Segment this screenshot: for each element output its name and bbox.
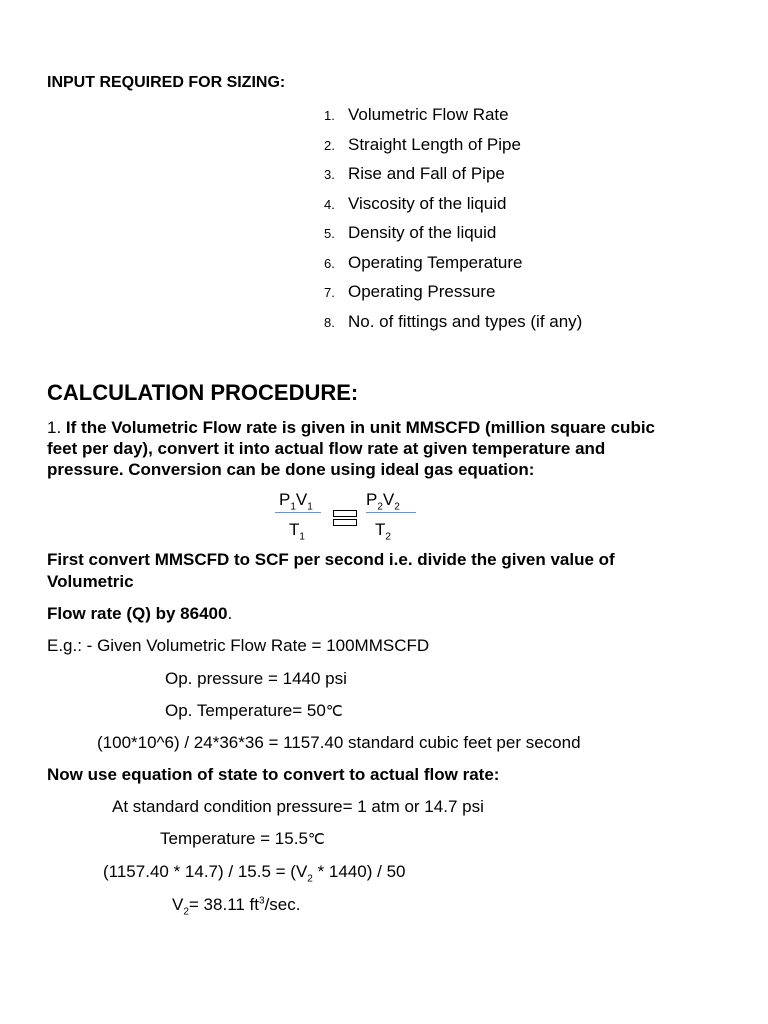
flow-rate-line [47,604,232,624]
input-heading: INPUT REQUIRED FOR SIZING: [47,74,286,91]
list-item-text: Rise and Fall of Pipe [348,164,505,183]
list-item [324,104,582,134]
step1-line2: feet per day), convert it into actual flow rate at given temperature and [47,439,606,458]
equation-left-fraction-line [275,512,321,513]
list-item-text: Density of the liquid [348,223,497,242]
list-item [324,252,582,282]
input-list [324,104,582,340]
first-convert-line1: First convert MMSCFD to SCF per second i.e. divide the given value of [47,550,615,569]
equation-right-fraction-line [366,512,416,513]
list-item-number: 3. [324,167,335,182]
list-item-number: 8. [324,314,335,330]
equals-box-top [333,510,357,517]
list-item [324,311,582,341]
list-item [324,134,582,164]
list-item [324,193,582,223]
celsius-unit: ℃ [307,831,325,848]
list-item-text: Volumetric Flow Rate [348,105,509,124]
flow-rate-bold: Flow rate (Q) by 86400 [47,604,228,623]
equals-box-bottom [333,519,357,526]
list-item-text: Operating Pressure [348,282,496,301]
std-pressure-line: At standard condition pressure= 1 atm or 14.7 psi [112,797,484,816]
list-item-number: 7. [324,285,335,300]
equation-left-numerator: $P_1V_1$ [279,490,313,513]
list-item-text: Viscosity of the liquid [348,193,507,213]
equation-right-numerator: $P_2V_2$ [366,490,400,513]
equation-left-denominator: $T_1$ [289,520,305,543]
example-line: E.g.: - Given Volumetric Flow Rate = 100MMSCFD [47,636,430,655]
list-item [324,281,582,311]
list-item-text: No. of fittings and types (if any) [348,311,583,331]
list-item-number: 5. [324,226,335,241]
op-temperature-line: Op. Temperature= 50℃ [165,701,343,720]
equation-right-denominator: $T_2$ [375,520,391,543]
list-item-number: 2. [324,137,335,153]
step1-number: 1. [47,418,62,437]
list-item-number: 1. [324,108,335,123]
list-item-number: 6. [324,255,335,271]
step1-line1 [47,418,655,438]
list-item-text: Straight Length of Pipe [348,134,521,154]
calc-heading: CALCULATION PROCEDURE: [47,380,359,405]
std-temperature-line: Temperature = 15.5℃ [160,829,325,848]
step1-line3: pressure. Conversion can be done using ideal gas equation: [47,460,535,479]
now-use-line: Now use equation of state to convert to actual flow rate: [47,765,500,784]
step1-text: If the Volumetric Flow rate is given in unit MMSCFD (million square cubic [65,418,656,437]
op-pressure-line: Op. pressure = 1440 psi [165,669,347,688]
list-item-number: 4. [324,196,335,212]
scf-calc-line: (100*10^6) / 24*36*36 = 1157.40 standard cubic feet per second [97,733,581,752]
result-line: $V_2= 38.11$ $ft^3/\sec$. [172,895,301,918]
final-calc-line: $(1157.40 * 14.7) / 15.5 = (V_2 * 1440) / 50$ [103,862,406,885]
flow-rate-tail: . [227,604,233,623]
celsius-unit: ℃ [325,703,343,720]
list-item [324,222,582,252]
list-item-text: Operating Temperature [348,252,523,272]
list-item [324,163,582,193]
first-convert-line2: Volumetric [47,572,134,591]
